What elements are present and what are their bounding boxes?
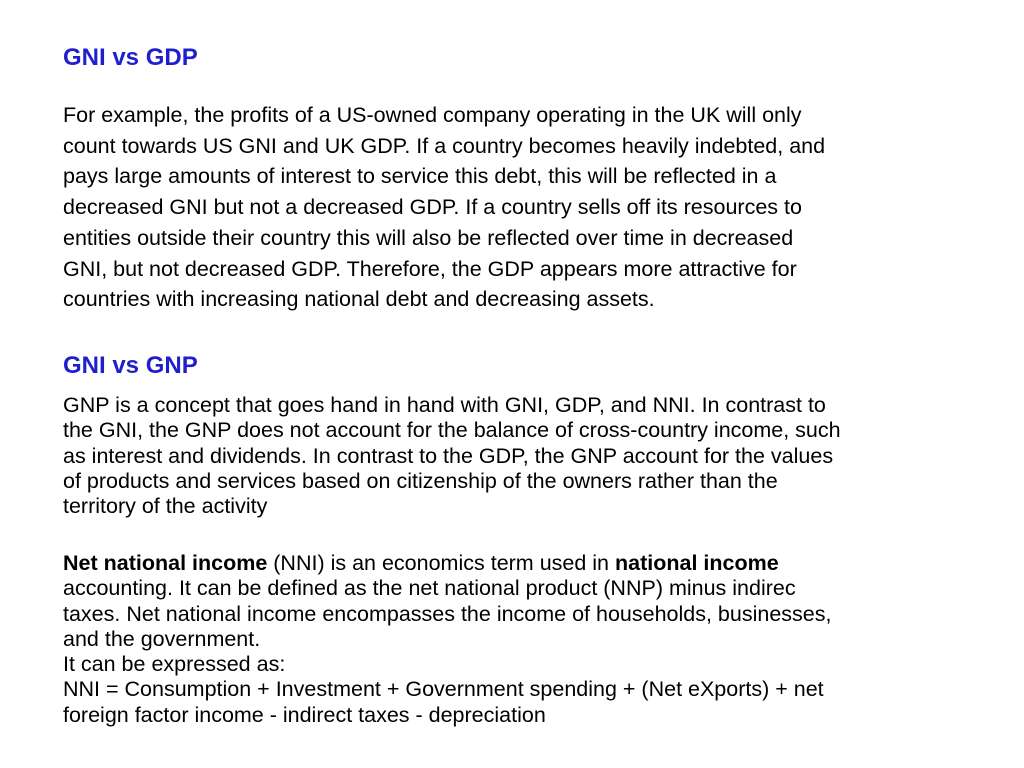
term-definition-text: (NNI) is an economics term used in xyxy=(267,551,615,575)
paragraph-line: pays large amounts of interest to service this debt, this will be reflected in a xyxy=(63,164,777,189)
paragraph-line: decreased GNI but not a decreased GDP. If a country sells off its resources to xyxy=(63,195,802,220)
paragraph-gni-vs-gnp xyxy=(63,393,998,519)
heading-gni-vs-gnp: GNI vs GNP xyxy=(63,352,198,379)
formula-line: foreign factor income - indirect taxes - depreciation xyxy=(63,702,546,727)
paragraph-line: taxes. Net national income encompasses the income of households, businesses, xyxy=(63,601,832,626)
paragraph-line: as interest and dividends. In contrast to the GDP, the GNP account for the values xyxy=(63,443,834,468)
paragraph-first-line xyxy=(63,551,998,576)
term-national-income: national income xyxy=(615,551,779,575)
paragraph-line: GNI, but not decreased GDP. Therefore, the GDP appears more attractive for xyxy=(63,256,797,281)
paragraph-line: count towards US GNI and UK GDP. If a country becomes heavily indebted, and xyxy=(63,133,826,158)
paragraph-line: the GNI, the GNP does not account for the balance of cross-country income, such xyxy=(63,418,841,443)
paragraph-line: countries with increasing national debt and decreasing assets. xyxy=(63,287,655,312)
paragraph-line: and the government. xyxy=(63,626,261,651)
paragraph-net-national-income xyxy=(63,551,998,728)
paragraph-line: accounting. It can be defined as the net national product (NNP) minus indirec xyxy=(63,576,796,601)
paragraph-line: territory of the activity xyxy=(63,494,268,519)
paragraph-gni-vs-gdp xyxy=(63,100,993,315)
term-net-national-income: Net national income xyxy=(63,551,268,575)
paragraph-line: For example, the profits of a US-owned company operating in the UK will only xyxy=(63,103,802,127)
paragraph-line: It can be expressed as: xyxy=(63,652,286,677)
paragraph-line: entities outside their country this will also be reflected over time in decreased xyxy=(63,225,794,250)
heading-gni-vs-gdp: GNI vs GDP xyxy=(63,44,198,71)
formula-line: NNI = Consumption + Investment + Government spending + (Net eXports) + net xyxy=(63,677,824,702)
paragraph-line: GNP is a concept that goes hand in hand with GNI, GDP, and NNI. In contrast to xyxy=(63,393,826,417)
paragraph-line: of products and services based on citizenship of the owners rather than the xyxy=(63,468,778,493)
